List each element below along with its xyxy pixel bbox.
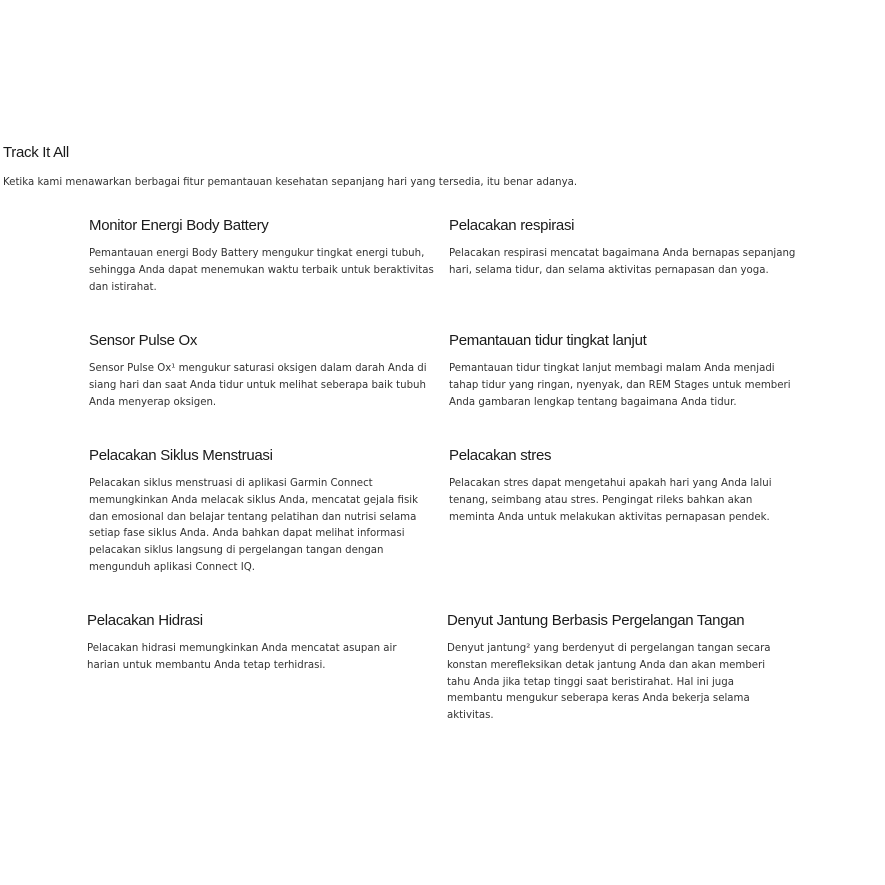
feature-body-battery bbox=[89, 217, 441, 296]
feature-title: Denyut Jantung Berbasis Pergelangan Tangan bbox=[447, 612, 745, 629]
feature-description: Denyut jantung² yang berdenyut di pergelangan tangan secara konstan merefleksikan detak jantung Anda dan akan memberi tahu Anda jika tetap tinggi saat beristirahat. Hal ini juga membantu mengukur seberapa keras Anda bekerja selama aktivitas. bbox=[447, 643, 771, 722]
feature-menstrual-tracking bbox=[89, 447, 429, 577]
feature-wrist-heart-rate bbox=[447, 612, 782, 725]
feature-description: Pemantauan energi Body Battery mengukur tingkat energi tubuh, sehingga Anda dapat menemukan waktu terbaik untuk beraktivitas dan istirahat. bbox=[89, 248, 434, 293]
feature-description: Pelacakan stres dapat mengetahui apakah hari yang Anda lalui tenang, seimbang atau stres. Pengingat rileks bahkan akan meminta Anda untuk melakukan aktivitas pernapasan pendek. bbox=[449, 478, 772, 523]
section-intro: Ketika kami menawarkan berbagai fitur pemantauan kesehatan sepanjang hari yang tersedia, itu benar adanya. bbox=[3, 177, 578, 188]
feature-description: Pelacakan respirasi mencatat bagaimana Anda bernapas sepanjang hari, selama tidur, dan selama aktivitas pernapasan dan yoga. bbox=[449, 248, 796, 276]
feature-title: Pelacakan Siklus Menstruasi bbox=[89, 447, 273, 464]
feature-sleep-monitoring bbox=[449, 332, 801, 411]
feature-title: Pelacakan stres bbox=[449, 447, 552, 464]
feature-description: Pemantauan tidur tingkat lanjut membagi malam Anda menjadi tahap tidur yang ringan, nyenyak, dan REM Stages untuk memberi Anda gambaran lengkap tentang bagaimana Anda tidur. bbox=[449, 363, 791, 408]
feature-description: Pelacakan hidrasi memungkinkan Anda mencatat asupan air harian untuk membantu Anda tetap terhidrasi. bbox=[87, 643, 397, 671]
feature-respiration bbox=[449, 217, 799, 280]
feature-title: Pemantauan tidur tingkat lanjut bbox=[449, 332, 647, 349]
section-title: Track It All bbox=[3, 144, 69, 161]
feature-description: Sensor Pulse Ox¹ mengukur saturasi oksigen dalam darah Anda di siang hari dan saat Anda tidur untuk melihat seberapa baik tubuh Anda menyerap oksigen. bbox=[89, 363, 427, 408]
feature-pulse-ox bbox=[89, 332, 441, 411]
feature-title: Pelacakan Hidrasi bbox=[87, 612, 203, 629]
feature-title: Pelacakan respirasi bbox=[449, 217, 575, 234]
feature-title: Sensor Pulse Ox bbox=[89, 332, 198, 349]
feature-hydration-tracking bbox=[87, 612, 417, 675]
feature-description: Pelacakan siklus menstruasi di aplikasi Garmin Connect memungkinkan Anda melacak siklus Anda, mencatat gejala fisik dan emosional dan belajar tentang pelatihan dan nutrisi selama setiap fase siklus Anda. Anda bahkan dapat melihat informasi pelacakan siklus langsung di pergelangan tangan dengan mengunduh aplikasi Connect IQ. bbox=[89, 478, 418, 573]
feature-stress-tracking bbox=[449, 447, 789, 526]
feature-title: Monitor Energi Body Battery bbox=[89, 217, 269, 234]
